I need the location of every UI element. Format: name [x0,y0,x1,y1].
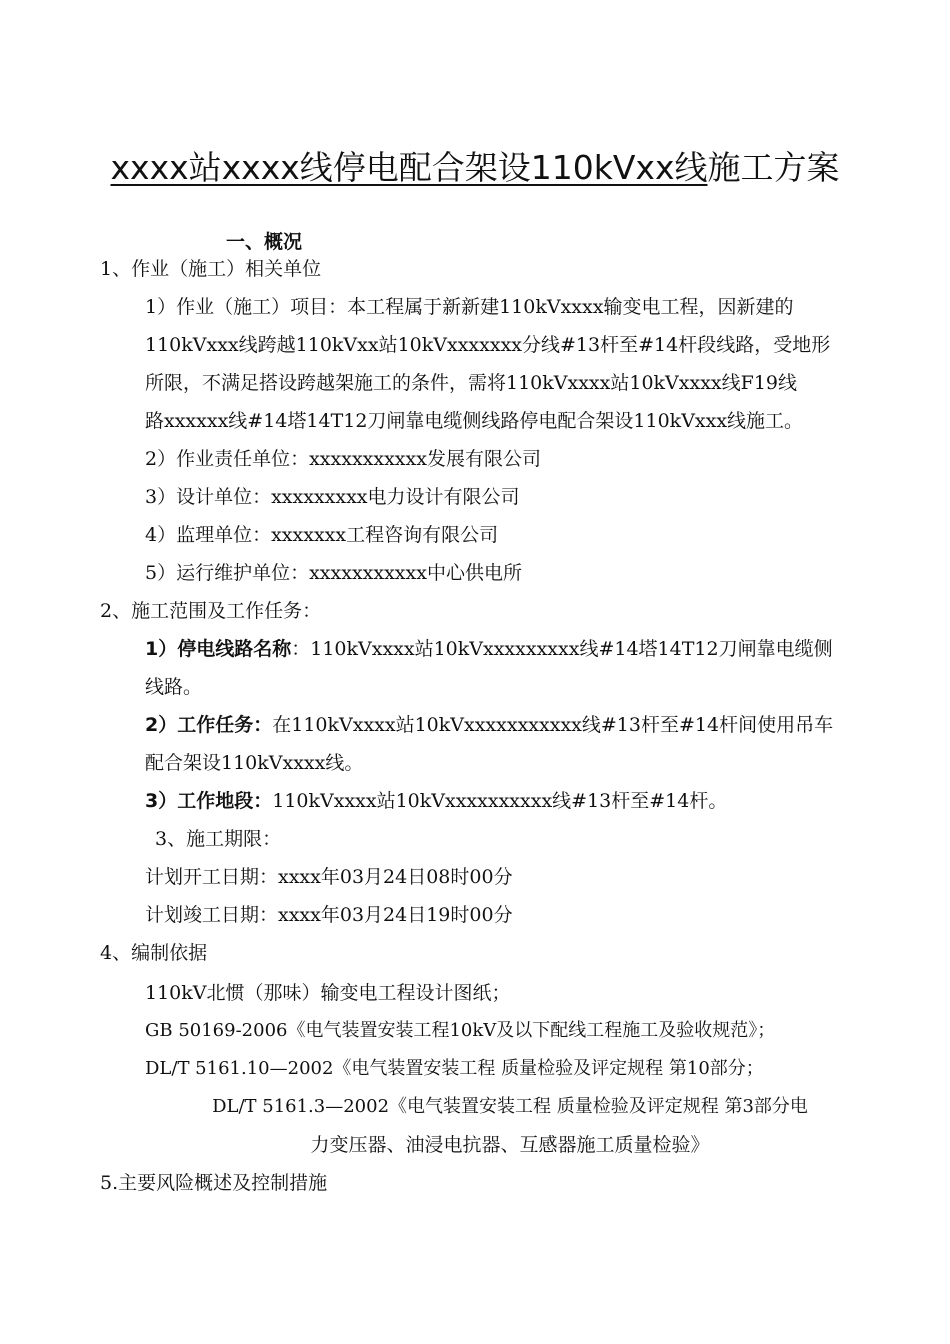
document-title [0,146,950,190]
item2-a-line1 [145,636,833,662]
item2-a-line2: 线路。 [145,676,203,698]
item2-c-line1 [145,788,727,814]
title-underlined-part: xxxx站xxxx线停电配合架设110kVxx线 [110,148,708,187]
item2-b-text: 在110kVxxxx站10kVxxxxxxxxxxx线#13杆至#14杆间使用吊车 [272,714,834,736]
title-rest: 施工方案 [707,148,840,187]
item3-start-date: 计划开工日期：xxxx年03月24日08时00分 [145,866,513,888]
item2-c-text: 110kVxxxx站10kVxxxxxxxxxx线#13杆至#14杆。 [272,790,728,812]
item4-ref4-line1: DL/T 5161.3—2002《电气装置安装工程 质量检验及评定规程 第3部分电 [212,1096,808,1117]
item2-b-line1 [145,712,833,738]
item1-p2: 2）作业责任单位：xxxxxxxxxxx发展有限公司 [145,448,541,470]
item4-ref2: GB 50169-2006《电气装置安装工程10kV及以下配线工程施工及验收规范》； [145,1020,776,1041]
item4-ref1: 110kV北惯（那味）输变电工程设计图纸； [145,982,511,1004]
item1-p5: 5）运行维护单位：xxxxxxxxxxx中心供电所 [145,562,522,584]
item1-p3: 3）设计单位：xxxxxxxxx电力设计有限公司 [145,486,520,508]
item1-p1-line1: 1）作业（施工）项目：本工程属于新新建110kVxxxx输变电工程，因新建的 [145,296,794,318]
item4-heading: 4、编制依据 [100,942,208,964]
item1-p1-line3: 所限，不满足搭设跨越架施工的条件，需将110kVxxxx站10kVxxxx线F19线 [145,372,797,394]
item1-p1-line4: 路xxxxxx线#14塔14T12刀闸靠电缆侧线路停电配合架设110kVxxx线施工。 [145,410,804,432]
item2-b-label: 2）工作任务： [145,714,273,736]
item1-heading: 1、作业（施工）相关单位 [100,258,322,280]
item2-a-label: 1）停电线路名称 [145,638,292,660]
item3-end-date: 计划竣工日期：xxxx年03月24日19时00分 [145,904,513,926]
item4-ref4-line2: 力变压器、油浸电抗器、互感器施工质量检验》 [310,1134,710,1156]
item2-c-label: 3）工作地段： [145,790,273,812]
item2-a-text: ：110kVxxxx站10kVxxxxxxxxx线#14塔14T12刀闸靠电缆侧 [291,638,833,660]
section-heading-overview: 一、概况 [226,231,303,253]
item1-p4: 4）监理单位：xxxxxxx工程咨询有限公司 [145,524,499,546]
item5-heading: 5.主要风险概述及控制措施 [100,1172,328,1194]
item1-p1-line2: 110kVxxx线跨越110kVxx站10kVxxxxxxx分线#13杆至#14杆段线路，受地形 [145,334,831,356]
item3-heading: 3、施工期限： [155,828,282,850]
item2-heading: 2、施工范围及工作任务： [100,600,322,622]
item2-b-line2: 配合架设110kVxxxx线。 [145,752,364,774]
item4-ref3: DL/T 5161.10—2002《电气装置安装工程 质量检验及评定规程 第10部分； [145,1058,764,1079]
